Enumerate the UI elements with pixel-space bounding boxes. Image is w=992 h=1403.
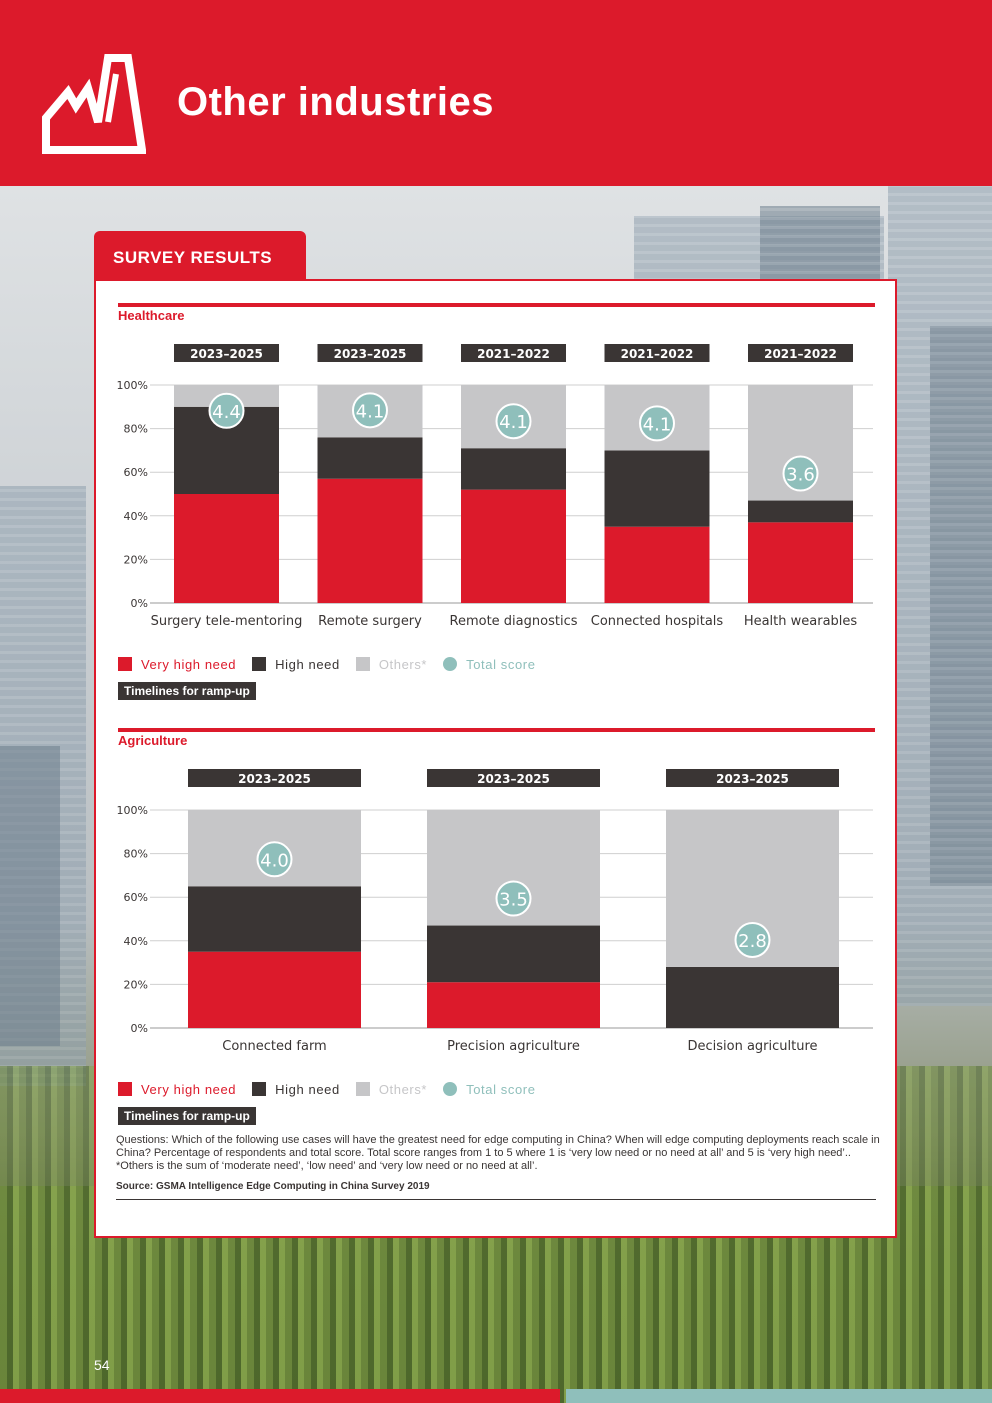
score-label: 4.1 [355, 401, 385, 423]
timeline-legend-tag: Timelines for ramp-up [118, 1107, 256, 1125]
timeline-label: 2023–2025 [333, 347, 407, 361]
y-tick-label: 60% [123, 891, 148, 905]
timeline-label: 2021–2022 [764, 347, 837, 361]
legend-swatch-score [443, 657, 457, 671]
legend-score: Total score [443, 1082, 535, 1097]
y-tick-label: 40% [123, 934, 148, 948]
category-label: Connected farm [222, 1039, 327, 1054]
bar-segment [318, 479, 423, 603]
bar-segment [174, 494, 279, 603]
score-label: 4.4 [212, 401, 241, 423]
y-tick-label: 40% [123, 509, 148, 523]
legend-swatch-very-high [118, 1082, 132, 1096]
bar-segment [427, 982, 600, 1028]
legend-high: High need [252, 657, 340, 672]
healthcare-legend [118, 655, 552, 673]
legend-swatch-high [252, 657, 266, 671]
footer-bar-teal [566, 1389, 992, 1403]
y-tick-label: 20% [123, 978, 148, 992]
score-label: 3.6 [786, 464, 815, 486]
timeline-label: 2021–2022 [620, 347, 694, 361]
timeline-label: 2023–2025 [190, 347, 263, 361]
legend-score: Total score [443, 657, 535, 672]
score-label: 2.8 [738, 930, 767, 952]
category-label: Precision agriculture [447, 1039, 580, 1054]
category-label: Health wearables [743, 614, 858, 629]
bar-segment [748, 501, 853, 523]
timeline-label: 2023–2025 [477, 772, 550, 786]
healthcare-title: Healthcare [118, 308, 185, 323]
page-header [0, 0, 992, 186]
footer-bar-red [0, 1389, 560, 1403]
agriculture-legend [118, 1080, 552, 1098]
agriculture-chart [0, 765, 992, 1057]
y-tick-label: 100% [116, 804, 148, 817]
bar-segment [427, 926, 600, 983]
survey-source: Source: GSMA Intelligence Edge Computing in China Survey 2019 [116, 1181, 430, 1192]
healthcare-rule [118, 303, 875, 307]
agriculture-rule [118, 728, 875, 732]
y-tick-label: 60% [123, 466, 148, 480]
timeline-legend-tag: Timelines for ramp-up [118, 682, 256, 700]
timeline-label: 2023–2025 [238, 772, 311, 786]
agriculture-title: Agriculture [118, 733, 188, 748]
legend-high: High need [252, 1082, 340, 1097]
timeline-label: 2021–2022 [477, 347, 550, 361]
category-label: Connected hospitals [590, 614, 724, 629]
bar-segment [461, 490, 566, 603]
bar-segment [605, 450, 710, 526]
legend-swatch-high [252, 1082, 266, 1096]
y-tick-label: 100% [116, 379, 148, 392]
y-tick-label: 0% [130, 597, 148, 610]
page-title: Other industries [177, 80, 494, 124]
survey-notes: Questions: Which of the following use cases will have the greatest need for edge computing in China? When will edge computing deployments reach scale in China? Percentage of respondents and total score. Total score ranges from 1 to 5 where 1 is ‘very low need or no need at all’ and 5 is ‘very high need’.. *Others is the sum of ‘moderate need’, ‘low need’ and ‘very low need or no need at all’. [116, 1134, 880, 1172]
category-label: Decision agriculture [687, 1039, 818, 1054]
legend-swatch-score [443, 1082, 457, 1096]
source-rule [116, 1199, 876, 1200]
score-label: 3.5 [499, 889, 528, 911]
legend-others: Others* [356, 657, 427, 672]
bar-segment [605, 527, 710, 603]
legend-swatch-others [356, 1082, 370, 1096]
survey-results-tab [94, 231, 306, 281]
healthcare-chart [0, 340, 992, 632]
category-label: Surgery tele-mentoring [150, 614, 303, 629]
y-tick-label: 20% [123, 553, 148, 567]
category-label: Remote diagnostics [449, 614, 578, 629]
score-label: 4.1 [499, 412, 528, 434]
bar-segment [666, 967, 839, 1028]
score-label: 4.1 [642, 414, 672, 436]
legend-swatch-very-high [118, 657, 132, 671]
bar-segment [188, 886, 361, 951]
legend-swatch-others [356, 657, 370, 671]
bar-segment [318, 437, 423, 478]
y-tick-label: 80% [123, 847, 148, 861]
bar-segment [188, 952, 361, 1028]
category-label: Remote surgery [318, 614, 422, 629]
timeline-label: 2023–2025 [716, 772, 789, 786]
bar-segment [748, 522, 853, 603]
y-tick-label: 0% [130, 1022, 148, 1035]
factory-icon [42, 52, 146, 156]
page-number: 54 [94, 1357, 110, 1373]
survey-results-label: SURVEY RESULTS [113, 248, 273, 267]
score-label: 4.0 [260, 850, 289, 872]
bar-segment [461, 448, 566, 489]
legend-very-high: Very high need [118, 1082, 236, 1097]
y-tick-label: 80% [123, 422, 148, 436]
legend-very-high: Very high need [118, 657, 236, 672]
legend-others: Others* [356, 1082, 427, 1097]
